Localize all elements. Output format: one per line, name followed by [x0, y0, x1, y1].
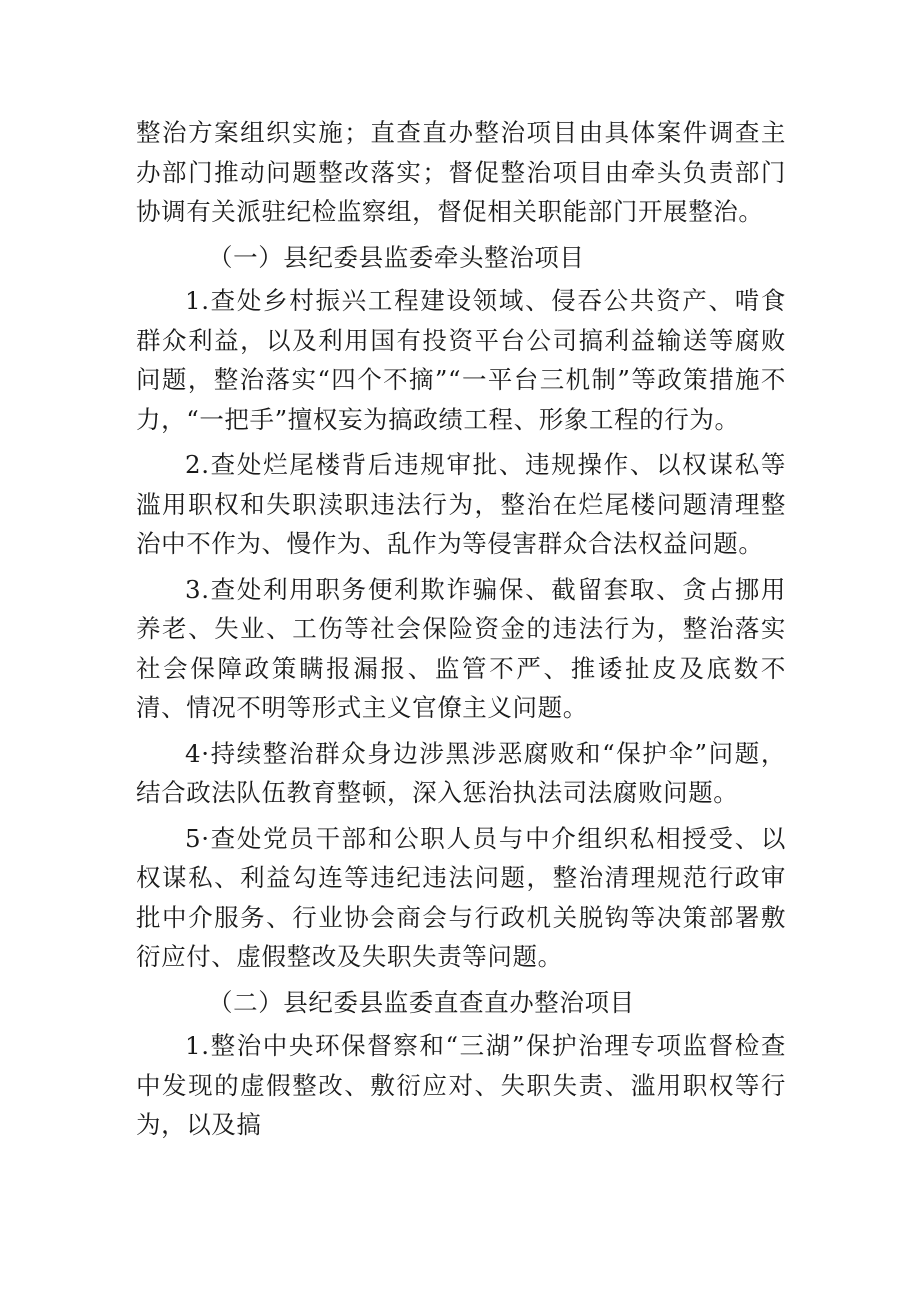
paragraph-continuation: 整治方案组织实施；直查直办整治项目由具体案件调查主办部门推动问题整改落实；督促整治项目由牵头负责部门协调有关派驻纪检监察组，督促相关职能部门开展整治。	[136, 118, 786, 226]
paragraph-item-direct-1: 1.整治中央环保督察和“三湖”保护治理专项监督检查中发现的虚假整改、敷衍应对、失职失责、滥用职权等行为，以及搞	[136, 1031, 786, 1139]
paragraph-item-2: 2.查处烂尾楼背后违规审批、违规操作、以权谋私等滥用职权和失职渎职违法行为，整治在烂尾楼问题清理整治中不作为、慢作为、乱作为等侵害群众合法权益问题。	[136, 450, 786, 558]
document-page	[136, 113, 786, 1145]
paragraph-item-5: 5·查处党员干部和公职人员与中介组织私相授受、以权谋私、利益勾连等违纪违法问题，整治清理规范行政审批中介服务、行业协会商会与行政机关脱钩等决策部署敷衍应付、虚假整改及失职失责等问题。	[136, 823, 786, 971]
paragraph-item-4: 4·持续整治群众身边涉黑涉恶腐败和“保护伞”问题，结合政法队伍教育整顿，深入惩治执法司法腐败问题。	[136, 738, 786, 807]
section-heading-direct-investigation: （二）县纪委县监委直查直办整治项目	[208, 987, 635, 1017]
paragraph-item-1: 1.查处乡村振兴工程建设领域、侵吞公共资产、啃食群众利益，以及利用国有投资平台公司搞利益输送等腐败问题，整治落实“四个不摘”“一平台三机制”等政策措施不力，“一把手”擅权妄为搞政绩工程、形象工程的行为。	[136, 286, 786, 434]
section-heading-county-led: （一）县纪委县监委牵头整治项目	[208, 242, 585, 272]
paragraph-item-3: 3.查处利用职务便利欺诈骗保、截留套取、贪占挪用养老、失业、工伤等社会保险资金的违法行为，整治落实社会保障政策瞒报漏报、监管不严、推诿扯皮及底数不清、情况不明等形式主义官僚主义问题。	[136, 574, 786, 722]
